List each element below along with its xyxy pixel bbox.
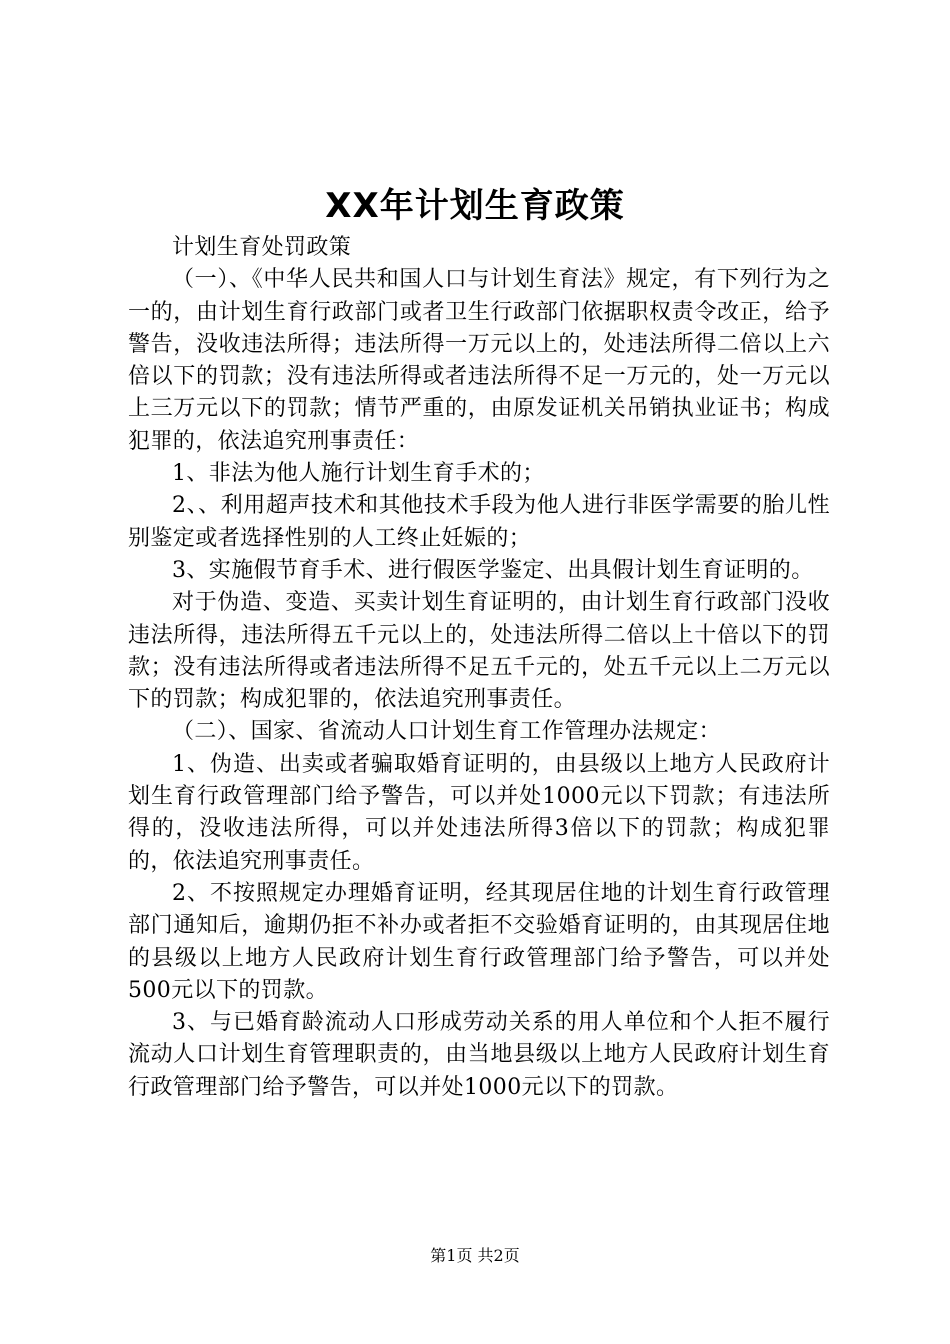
paragraph-item-3: 3、实施假节育手术、进行假医学鉴定、出具假计划生育证明的。 — [172, 557, 814, 583]
paragraph-rule-2: 2、不按照规定办理婚育证明，经其现居住地的计划生育行政管理部门通知后，逾期仍拒不补办或者拒不交验婚育证明的，由其现居住地的县级以上地方人民政府计划生育行政管理部门给予警告，可以并处500元以下的罚款。 — [128, 880, 830, 1003]
paragraph-rule-3: 3、与已婚育龄流动人口形成劳动关系的用人单位和个人拒不履行流动人口计划生育管理职责的，由当地县级以上地方人民政府计划生育行政管理部门给予警告，可以并处1000元以下的罚款。 — [128, 1010, 830, 1100]
paragraph-rule-1: 1、伪造、出卖或者骗取婚育证明的，由县级以上地方人民政府计划生育行政管理部门给予警告，可以并处1000元以下罚款；有违法所得的，没收违法所得，可以并处违法所得3倍以下的罚款；构成犯罪的，依法追究刑事责任。 — [128, 751, 830, 874]
paragraph-section-heading: 计划生育处罚政策 — [172, 235, 352, 260]
paragraph-forgery-penalty: 对于伪造、变造、买卖计划生育证明的，由计划生育行政部门没收违法所得，违法所得五千元以上的，处违法所得二倍以上十倍以下的罚款；没有违法所得或者违法所得不足五千元的，处五千元以上二万元以下的罚款；构成犯罪的，依法追究刑事责任。 — [128, 590, 830, 713]
paragraph-item-1: 1、非法为他人施行计划生育手术的； — [172, 461, 545, 487]
paragraph-section-two-heading: （二）、国家、省流动人口计划生育工作管理办法规定： — [172, 719, 722, 745]
document-body — [128, 232, 830, 1104]
paragraph-item-2: 2、、利用超声技术和其他技术手段为他人进行非医学需要的胎儿性别鉴定或者选择性别的人工终止妊娠的； — [128, 493, 830, 551]
document-title: XX年计划生育政策 — [325, 186, 625, 226]
page-number-footer: 第1页 共2页 — [430, 1246, 520, 1265]
paragraph-law-intro: （一）、《中华人民共和国人口与计划生育法》规定，有下列行为之一的，由计划生育行政部门或者卫生行政部门依据职权责令改正，给予警告，没收违法所得；违法所得一万元以上的，处违法所得二倍以上六倍以下的罚款；没有违法所得或者违法所得不足一万元的，处一万元以上三万元以下的罚款；情节严重的，由原发证机关吊销执业证书；构成犯罪的，依法追究刑事责任： — [128, 267, 830, 454]
